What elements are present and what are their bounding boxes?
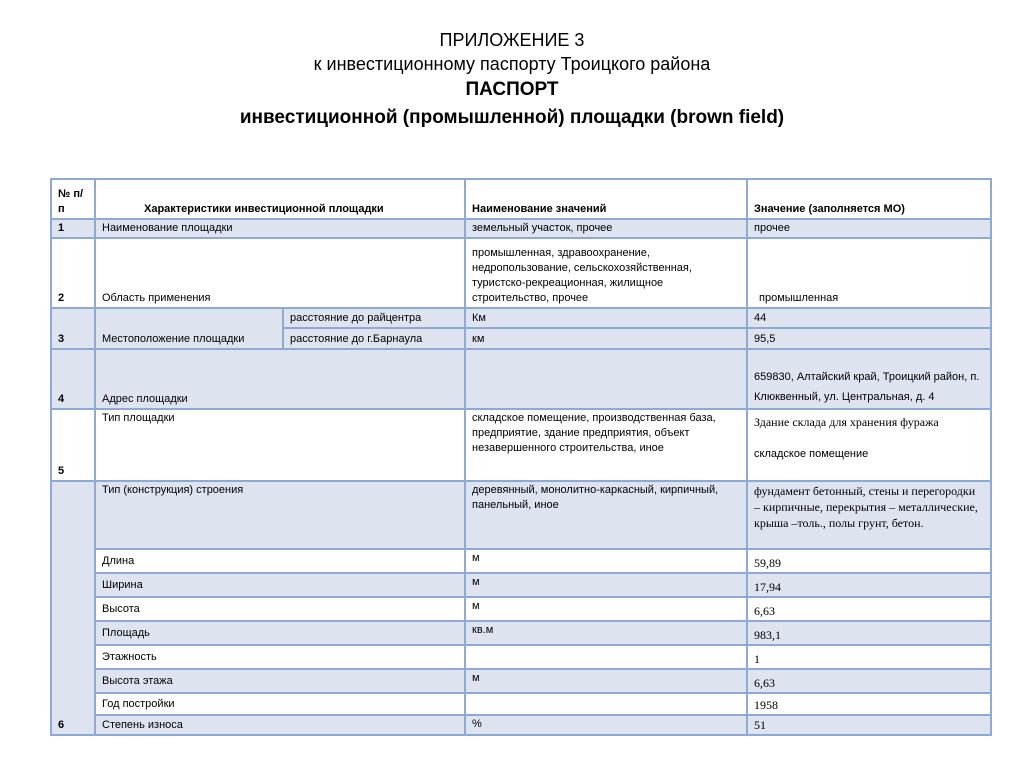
table-row [51,669,991,693]
row-value: 1958 [747,693,991,715]
row-value-names: земельный участок, прочее [465,219,747,238]
row-label: Местоположение площадки [95,308,283,349]
table-row [51,645,991,669]
row-value: прочее [747,219,991,238]
row-value: 6,63 [747,597,991,621]
document-header [0,28,1024,132]
table-row [51,349,991,409]
row-value-names: м [465,597,747,621]
row-value-names: Км [465,308,747,328]
row-label: Область применения [95,238,465,308]
appendix-number: ПРИЛОЖЕНИЕ 3 [439,30,585,50]
row-sub-label: расстояние до г.Барнаула [283,328,465,349]
row-value-names [465,693,747,715]
row-value: 44 [747,308,991,328]
row-label: Степень износа [95,715,465,735]
row-value-secondary: складское помещение [754,448,869,460]
row-value-names [465,349,747,409]
row-value-names: складское помещение, производственная база, предприятие, здание предприятия, объект незавершенного строительства, иное [465,409,747,481]
row-number: 3 [51,308,95,349]
table-row [51,308,991,328]
appendix-subtitle: к инвестиционному паспорту Троицкого района [313,54,711,74]
row-label: Тип площадки [95,409,465,481]
col-header-characteristic: Характеристики инвестиционной площадки [95,179,465,219]
row-label: Площадь [95,621,465,645]
row-value: 17,94 [747,573,991,597]
table-row [51,693,991,715]
row-label: Этажность [95,645,465,669]
row-value [747,409,991,481]
row-value-names: промышленная, здравоохранение, недропользование, сельскохозяйственная, туристско-рекреационная, жилищное строительство, прочее [465,238,747,308]
row-sub-label: расстояние до райцентра [283,308,465,328]
row-label: Длина [95,549,465,573]
row-number: 6 [51,481,95,735]
row-value-names: м [465,549,747,573]
document-title: ПАСПОРТ [465,79,559,100]
table-row [51,621,991,645]
table-row [51,597,991,621]
row-number: 4 [51,349,95,409]
row-value: 983,1 [747,621,991,645]
row-value: промышленная [747,238,991,308]
row-value: 51 [747,715,991,735]
table-row [51,409,991,481]
row-value: 6,63 [747,669,991,693]
table-row [51,549,991,573]
row-label: Год постройки [95,693,465,715]
row-label: Ширина [95,573,465,597]
row-label: Адрес площадки [95,349,465,409]
row-value-names: % [465,715,747,735]
row-label: Высота [95,597,465,621]
col-header-value: Значение (заполняется МО) [747,179,991,219]
col-header-value-names: Наименование значений [465,179,747,219]
row-value-primary: Здание склада для хранения фуража [754,415,939,429]
row-value: фундамент бетонный, стены и перегородки – кирпичные, перекрытия – металлические, крыша –толь., полы грунт, бетон. [747,481,991,549]
row-value: 659830, Алтайский край, Троицкий район, п. Клюквенный, ул. Центральная, д. 4 [747,349,991,409]
row-value: 1 [747,645,991,669]
passport-table [50,178,992,736]
row-value-names: деревянный, монолитно-каркасный, кирпичный, панельный, иное [465,481,747,549]
table-row [51,573,991,597]
row-value-names: м [465,573,747,597]
table-header-row [51,179,991,219]
table-row [51,481,991,549]
document-subtitle: инвестиционной (промышленной) площадки (brown field) [239,107,785,128]
row-label: Высота этажа [95,669,465,693]
row-label: Наименование площадки [95,219,465,238]
row-number: 1 [51,219,95,238]
table-row [51,715,991,735]
row-value-names: кв.м [465,621,747,645]
row-value-names [465,645,747,669]
row-value-names: км [465,328,747,349]
row-number: 5 [51,409,95,481]
table-row [51,238,991,308]
row-number: 2 [51,238,95,308]
row-label: Тип (конструкция) строения [95,481,465,549]
col-header-num: № п/п [51,179,95,219]
row-value-names: м [465,669,747,693]
row-value: 59,89 [747,549,991,573]
row-value: 95,5 [747,328,991,349]
table-row [51,219,991,238]
